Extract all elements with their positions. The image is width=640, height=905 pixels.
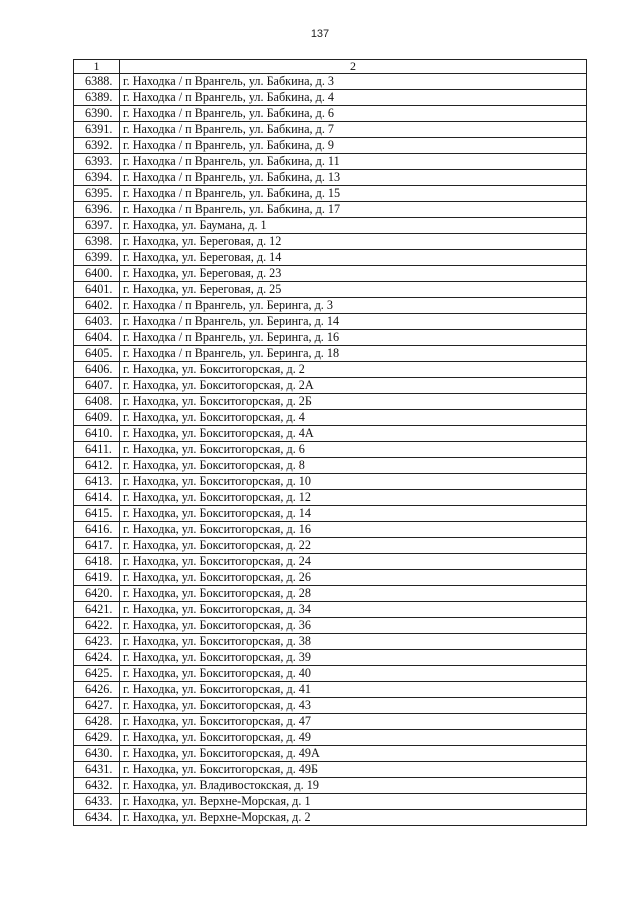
table-row xyxy=(74,138,587,154)
row-number: 6424. xyxy=(74,650,120,666)
row-address: г. Находка, ул. Бокситогорская, д. 49 xyxy=(120,730,587,746)
row-number: 6398. xyxy=(74,234,120,250)
row-address: г. Находка, ул. Бокситогорская, д. 12 xyxy=(120,490,587,506)
table-row xyxy=(74,682,587,698)
table-row xyxy=(74,234,587,250)
row-address: г. Находка / п Врангель, ул. Бабкина, д. 4 xyxy=(120,90,587,106)
row-number: 6403. xyxy=(74,314,120,330)
table-body xyxy=(74,74,587,826)
table-row xyxy=(74,714,587,730)
row-number: 6422. xyxy=(74,618,120,634)
table-row xyxy=(74,170,587,186)
row-number: 6433. xyxy=(74,794,120,810)
row-address: г. Находка, ул. Бокситогорская, д. 49А xyxy=(120,746,587,762)
address-table xyxy=(73,59,587,826)
row-address: г. Находка / п Врангель, ул. Беринга, д. 16 xyxy=(120,330,587,346)
row-number: 6434. xyxy=(74,810,120,826)
table-row xyxy=(74,122,587,138)
row-address: г. Находка, ул. Бокситогорская, д. 16 xyxy=(120,522,587,538)
table-row xyxy=(74,330,587,346)
table-row xyxy=(74,346,587,362)
row-address: г. Находка, ул. Бокситогорская, д. 26 xyxy=(120,570,587,586)
table-row xyxy=(74,810,587,826)
table-header-row xyxy=(74,60,587,74)
table-row xyxy=(74,362,587,378)
row-address: г. Находка, ул. Бокситогорская, д. 14 xyxy=(120,506,587,522)
table-row xyxy=(74,410,587,426)
table-row xyxy=(74,586,587,602)
row-address: г. Находка, ул. Верхне-Морская, д. 1 xyxy=(120,794,587,810)
table-row xyxy=(74,186,587,202)
table-row xyxy=(74,698,587,714)
row-address: г. Находка, ул. Бокситогорская, д. 36 xyxy=(120,618,587,634)
table-row xyxy=(74,442,587,458)
row-number: 6408. xyxy=(74,394,120,410)
row-number: 6423. xyxy=(74,634,120,650)
table-row xyxy=(74,90,587,106)
row-number: 6426. xyxy=(74,682,120,698)
row-address: г. Находка, ул. Береговая, д. 14 xyxy=(120,250,587,266)
table-row xyxy=(74,762,587,778)
table-row xyxy=(74,202,587,218)
row-address: г. Находка / п Врангель, ул. Беринга, д. 18 xyxy=(120,346,587,362)
row-number: 6399. xyxy=(74,250,120,266)
row-address: г. Находка, ул. Бокситогорская, д. 43 xyxy=(120,698,587,714)
table-row xyxy=(74,426,587,442)
table-row xyxy=(74,74,587,90)
table-row xyxy=(74,602,587,618)
table-row xyxy=(74,490,587,506)
row-address: г. Находка, ул. Бокситогорская, д. 2А xyxy=(120,378,587,394)
table-row xyxy=(74,730,587,746)
row-number: 6410. xyxy=(74,426,120,442)
row-address: г. Находка, ул. Бокситогорская, д. 22 xyxy=(120,538,587,554)
row-address: г. Находка, ул. Бокситогорская, д. 4 xyxy=(120,410,587,426)
row-address: г. Находка / п Врангель, ул. Бабкина, д. 11 xyxy=(120,154,587,170)
row-address: г. Находка, ул. Бокситогорская, д. 34 xyxy=(120,602,587,618)
row-number: 6415. xyxy=(74,506,120,522)
table-row xyxy=(74,570,587,586)
row-number: 6427. xyxy=(74,698,120,714)
row-number: 6397. xyxy=(74,218,120,234)
row-number: 6420. xyxy=(74,586,120,602)
row-number: 6394. xyxy=(74,170,120,186)
row-number: 6395. xyxy=(74,186,120,202)
row-number: 6402. xyxy=(74,298,120,314)
table-row xyxy=(74,298,587,314)
row-number: 6417. xyxy=(74,538,120,554)
row-number: 6418. xyxy=(74,554,120,570)
page-number: 137 xyxy=(310,28,330,40)
table-row xyxy=(74,458,587,474)
row-address: г. Находка, ул. Верхне-Морская, д. 2 xyxy=(120,810,587,826)
table-row xyxy=(74,794,587,810)
row-number: 6431. xyxy=(74,762,120,778)
row-address: г. Находка / п Врангель, ул. Бабкина, д. 15 xyxy=(120,186,587,202)
table-row xyxy=(74,634,587,650)
row-number: 6406. xyxy=(74,362,120,378)
row-address: г. Находка / п Врангель, ул. Бабкина, д. 7 xyxy=(120,122,587,138)
row-number: 6388. xyxy=(74,74,120,90)
table-row xyxy=(74,266,587,282)
table-row xyxy=(74,522,587,538)
row-address: г. Находка, ул. Бокситогорская, д. 39 xyxy=(120,650,587,666)
row-address: г. Находка, ул. Владивостокская, д. 19 xyxy=(120,778,587,794)
row-address: г. Находка, ул. Бокситогорская, д. 41 xyxy=(120,682,587,698)
table-row xyxy=(74,218,587,234)
table-row xyxy=(74,778,587,794)
table-row xyxy=(74,554,587,570)
row-address: г. Находка, ул. Бокситогорская, д. 24 xyxy=(120,554,587,570)
table-row xyxy=(74,666,587,682)
row-number: 6412. xyxy=(74,458,120,474)
row-number: 6389. xyxy=(74,90,120,106)
row-address: г. Находка, ул. Бокситогорская, д. 28 xyxy=(120,586,587,602)
table-row xyxy=(74,106,587,122)
table-row xyxy=(74,250,587,266)
row-address: г. Находка / п Врангель, ул. Беринга, д. 3 xyxy=(120,298,587,314)
table-row xyxy=(74,314,587,330)
row-address: г. Находка, ул. Бокситогорская, д. 49Б xyxy=(120,762,587,778)
row-number: 6401. xyxy=(74,282,120,298)
row-number: 6392. xyxy=(74,138,120,154)
row-address: г. Находка, ул. Бокситогорская, д. 2 xyxy=(120,362,587,378)
table-row xyxy=(74,650,587,666)
row-number: 6400. xyxy=(74,266,120,282)
table-row xyxy=(74,154,587,170)
row-address: г. Находка, ул. Бокситогорская, д. 4А xyxy=(120,426,587,442)
row-number: 6416. xyxy=(74,522,120,538)
column-header-number: 1 xyxy=(74,60,120,74)
row-number: 6419. xyxy=(74,570,120,586)
row-address: г. Находка / п Врангель, ул. Беринга, д. 14 xyxy=(120,314,587,330)
row-number: 6393. xyxy=(74,154,120,170)
row-address: г. Находка, ул. Береговая, д. 25 xyxy=(120,282,587,298)
row-number: 6409. xyxy=(74,410,120,426)
row-number: 6407. xyxy=(74,378,120,394)
row-address: г. Находка / п Врангель, ул. Бабкина, д. 9 xyxy=(120,138,587,154)
row-number: 6413. xyxy=(74,474,120,490)
table-row xyxy=(74,618,587,634)
table-row xyxy=(74,506,587,522)
row-number: 6414. xyxy=(74,490,120,506)
row-address: г. Находка, ул. Бокситогорская, д. 40 xyxy=(120,666,587,682)
row-number: 6405. xyxy=(74,346,120,362)
row-address: г. Находка, ул. Бокситогорская, д. 38 xyxy=(120,634,587,650)
row-address: г. Находка / п Врангель, ул. Бабкина, д. 13 xyxy=(120,170,587,186)
row-address: г. Находка / п Врангель, ул. Бабкина, д. 6 xyxy=(120,106,587,122)
row-number: 6404. xyxy=(74,330,120,346)
row-number: 6425. xyxy=(74,666,120,682)
row-address: г. Находка, ул. Баумана, д. 1 xyxy=(120,218,587,234)
row-number: 6391. xyxy=(74,122,120,138)
column-header-address: 2 xyxy=(120,60,587,74)
table-row xyxy=(74,378,587,394)
row-number: 6428. xyxy=(74,714,120,730)
table-row xyxy=(74,538,587,554)
table-row xyxy=(74,746,587,762)
row-address: г. Находка / п Врангель, ул. Бабкина, д. 17 xyxy=(120,202,587,218)
row-number: 6390. xyxy=(74,106,120,122)
row-number: 6421. xyxy=(74,602,120,618)
row-address: г. Находка, ул. Бокситогорская, д. 2Б xyxy=(120,394,587,410)
row-number: 6411. xyxy=(74,442,120,458)
row-address: г. Находка, ул. Бокситогорская, д. 47 xyxy=(120,714,587,730)
row-address: г. Находка, ул. Береговая, д. 12 xyxy=(120,234,587,250)
row-address: г. Находка / п Врангель, ул. Бабкина, д. 3 xyxy=(120,74,587,90)
row-number: 6430. xyxy=(74,746,120,762)
row-number: 6396. xyxy=(74,202,120,218)
row-number: 6432. xyxy=(74,778,120,794)
table-row xyxy=(74,474,587,490)
row-number: 6429. xyxy=(74,730,120,746)
row-address: г. Находка, ул. Бокситогорская, д. 6 xyxy=(120,442,587,458)
row-address: г. Находка, ул. Бокситогорская, д. 10 xyxy=(120,474,587,490)
row-address: г. Находка, ул. Бокситогорская, д. 8 xyxy=(120,458,587,474)
table-row xyxy=(74,282,587,298)
row-address: г. Находка, ул. Береговая, д. 23 xyxy=(120,266,587,282)
table-row xyxy=(74,394,587,410)
